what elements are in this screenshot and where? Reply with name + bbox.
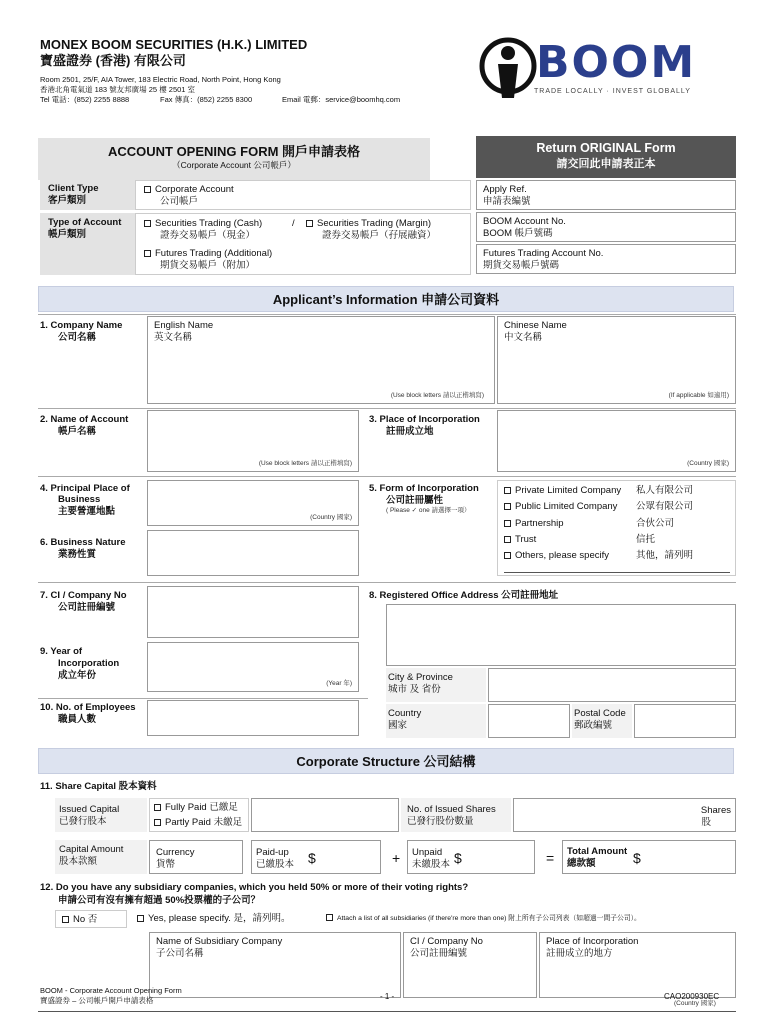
subsidiary-no-checkbox[interactable]: [62, 916, 69, 923]
place-of-incorporation-field[interactable]: [497, 410, 736, 472]
country-label: Country: [388, 708, 422, 719]
subsidiary-name-field[interactable]: [149, 932, 401, 998]
account-no-label: BOOM Account No.: [483, 216, 566, 227]
corporate-account-option[interactable]: Corporate Account: [144, 184, 234, 196]
subsidiary-ci-no-label: CI / Company No: [410, 936, 483, 947]
client-type-options: [135, 180, 471, 210]
subsidiary-place-field[interactable]: [539, 932, 736, 998]
private-limited-checkbox[interactable]: [504, 487, 511, 494]
shares-unit: Shares: [700, 805, 731, 816]
q5-please-tick-note: ( Please ✓ one 請選擇一項）: [386, 507, 471, 514]
corporate-account-option-zh: 公司帳戶: [160, 196, 199, 207]
country-note: (Country 國家): [310, 514, 352, 522]
currency-label-zh: 貨幣: [156, 859, 176, 870]
account-type-label: Type of Account: [48, 217, 122, 228]
total-dollar: $: [633, 850, 641, 866]
q5-form-of-incorporation-label-zh: 公司註冊屬性: [386, 495, 444, 506]
form-title: ACCOUNT OPENING FORM 開戶申請表格: [107, 144, 361, 159]
q12-subsidiary-question-zh: 申請公司有沒有擁有超過 50%投票權的子公司？: [58, 895, 261, 906]
subsidiary-country-note: (Country 國家): [674, 1000, 716, 1007]
return-title-en: Return ORIGINAL Form: [536, 141, 676, 155]
country-field[interactable]: [488, 704, 570, 738]
q9-year-label-zh: 成立年份: [58, 670, 97, 681]
trust-option[interactable]: Trust: [504, 534, 536, 546]
partnership-checkbox[interactable]: [504, 520, 511, 527]
others-option[interactable]: Others, please specify: [504, 550, 609, 562]
public-limited-option-zh: 公眾有限公司: [636, 501, 694, 512]
issued-capital-field[interactable]: [251, 798, 399, 832]
q5-form-of-incorporation-label: 5. Form of Incorporation: [369, 483, 479, 494]
country-note: (Country 國家): [687, 460, 729, 468]
partly-paid-checkbox[interactable]: [154, 819, 161, 826]
return-title-zh: 請交回此申請表正本: [556, 158, 656, 170]
slash-separator: /: [292, 218, 295, 229]
company-fax: Fax 傳真：(852) 2255 8300: [160, 95, 253, 104]
futures-trading-checkbox[interactable]: [144, 250, 151, 257]
apply-ref-label: Apply Ref.: [483, 184, 527, 195]
subsidiary-place-label: Place of Incorporation: [546, 936, 639, 947]
futures-no-label: Futures Trading Account No.: [483, 248, 604, 259]
boom-account-no-field[interactable]: [476, 212, 736, 242]
futures-account-no-field[interactable]: [476, 244, 736, 274]
company-tel: Tel 電話：(852) 2255 8888: [40, 95, 130, 104]
footer-form-name-zh: 寶盛證券 – 公司帳戶開戶申請表格: [40, 996, 154, 1005]
q3-place-of-incorporation-label-zh: 註冊成立地: [386, 426, 434, 437]
logo-tagline: TRADE LOCALLY · INVEST GLOBALLY: [534, 88, 691, 95]
unpaid-field[interactable]: [407, 840, 535, 874]
chinese-name-label: Chinese Name: [504, 320, 567, 331]
city-label-cell: [386, 668, 486, 702]
form-title-box: [38, 138, 430, 180]
shares-unit-zh: 股: [701, 817, 711, 828]
city-label: City & Province: [388, 672, 453, 683]
no-issued-shares-label-zh: 已發行股份數量: [407, 816, 474, 827]
q12-subsidiary-question: 12. Do you have any subsidiary companies, which you held 50% or more of their voting rights?: [40, 882, 469, 893]
no-issued-shares-label-cell: [401, 798, 511, 832]
public-limited-checkbox[interactable]: [504, 503, 511, 510]
footer-divider: [38, 1011, 736, 1012]
fully-paid-checkbox[interactable]: [154, 804, 161, 811]
boom-logo: [478, 36, 736, 102]
partly-paid-option[interactable]: Partly Paid 未繳足: [154, 817, 242, 829]
issued-capital-label: Issued Capital: [59, 804, 120, 815]
postal-code-label: Postal Code: [574, 708, 626, 719]
q7-ci-no-label-zh: 公司註冊編號: [58, 602, 116, 613]
public-limited-option[interactable]: Public Limited Company: [504, 501, 617, 513]
country-label-zh: 國家: [388, 720, 408, 731]
q10-employees-label-zh: 職員人數: [58, 714, 97, 725]
subsidiary-no-option[interactable]: No 否: [62, 914, 97, 926]
subsidiary-name-label: Name of Subsidiary Company: [156, 936, 283, 947]
futures-trading-option[interactable]: Futures Trading (Additional): [144, 248, 272, 260]
capital-amount-label: Capital Amount: [59, 844, 124, 855]
divider: [38, 698, 368, 699]
form-subtitle: （Corporate Account 公司帳戶）: [172, 160, 296, 170]
company-address-zh: 香港北角電氣道 183 號友邦廣場 25 樓 2501 室: [40, 85, 196, 94]
chinese-name-field[interactable]: [497, 316, 736, 404]
page-number: - 1 -: [380, 992, 395, 1001]
attach-list-checkbox[interactable]: [326, 914, 333, 921]
others-specify-line[interactable]: [504, 572, 730, 573]
client-type-label-zh: 客戶類別: [48, 195, 87, 206]
partnership-option[interactable]: Partnership: [504, 518, 564, 530]
equals-sign: =: [546, 850, 555, 866]
account-type-label-zh: 帳戶類別: [48, 229, 87, 240]
total-amount-label-zh: 總款額: [567, 858, 596, 869]
trust-checkbox[interactable]: [504, 536, 511, 543]
securities-margin-option-zh: 證券交易帳戶（孖展融資）: [322, 230, 437, 241]
fully-paid-option[interactable]: Fully Paid 已繳足: [154, 802, 238, 814]
business-nature-field[interactable]: [147, 530, 359, 576]
q10-employees-label: 10. No. of Employees: [40, 702, 136, 713]
others-option-zh: 其他，請列明: [636, 550, 694, 561]
divider: [38, 408, 736, 409]
unpaid-dollar: $: [454, 850, 462, 866]
securities-cash-option-zh: 證券交易帳戶（現金）: [160, 230, 256, 241]
q3-place-of-incorporation-label: 3. Place of Incorporation: [369, 414, 480, 425]
securities-margin-checkbox[interactable]: [306, 220, 313, 227]
account-name-field[interactable]: [147, 410, 359, 472]
year-of-incorporation-field[interactable]: [147, 642, 359, 692]
private-limited-option[interactable]: Private Limited Company: [504, 485, 621, 497]
unpaid-label: Unpaid: [412, 847, 443, 858]
capital-amount-label-cell: [55, 840, 147, 874]
form-of-incorporation-options: [497, 480, 736, 576]
ci-no-field[interactable]: [147, 586, 359, 638]
logo-text: BOOM: [536, 37, 697, 88]
trust-option-zh: 信托: [636, 534, 656, 545]
securities-cash-option[interactable]: Securities Trading (Cash): [144, 218, 262, 230]
issued-capital-label-zh: 已發行股本: [59, 816, 107, 827]
q7-ci-no-label: 7. CI / Company No: [40, 590, 127, 601]
plus-sign: +: [392, 850, 401, 866]
chinese-name-label-zh: 中文名稱: [504, 332, 543, 343]
if-applicable-note: (If applicable 如適用): [668, 392, 729, 400]
company-name-en: MONEX BOOM SECURITIES (H.K.) LIMITED: [40, 37, 308, 52]
q1-company-name-label-zh: 公司名稱: [58, 332, 97, 343]
no-of-employees-field[interactable]: [147, 700, 359, 736]
corporate-structure-header: Corporate Structure 公司結構: [38, 748, 734, 774]
english-name-label: English Name: [154, 320, 214, 331]
principal-place-field[interactable]: [147, 480, 359, 526]
subsidiary-ci-no-field[interactable]: [403, 932, 537, 998]
paid-up-field[interactable]: [251, 840, 381, 874]
no-issued-shares-field[interactable]: [513, 798, 736, 832]
applicant-info-header: Applicant’s Information 申請公司資料: [38, 286, 734, 312]
q4-principal-place-label-zh: 主要營運地點: [58, 506, 116, 517]
city-label-zh: 城市 及 省份: [388, 684, 441, 695]
subsidiary-yes-option[interactable]: Yes, please specify. 是，請列明。: [137, 913, 291, 925]
futures-no-label-zh: 期貨交易帳戶號碼: [483, 260, 560, 271]
client-type-label-cell: [40, 180, 135, 210]
divider: [38, 314, 736, 315]
capital-amount-label-zh: 股本款額: [59, 856, 98, 867]
divider: [38, 476, 736, 477]
year-note: (Year 年): [326, 680, 352, 688]
q2-account-name-label: 2. Name of Account: [40, 414, 129, 425]
securities-cash-checkbox[interactable]: [144, 220, 151, 227]
currency-label: Currency: [156, 847, 195, 858]
account-type-label-cell: [40, 213, 135, 275]
block-letters-note: (Use block letters 請以正楷填寫): [258, 460, 352, 468]
q9-year-label-b: Incorporation: [58, 658, 120, 669]
corporate-account-checkbox[interactable]: [144, 186, 151, 193]
account-type-options: [135, 213, 471, 275]
english-name-label-zh: 英文名稱: [154, 332, 193, 343]
return-original-banner: [476, 136, 736, 178]
form-code: CAO200930EC: [664, 992, 720, 1001]
no-issued-shares-label: No. of Issued Shares: [407, 804, 496, 815]
no-option-cell: [55, 910, 127, 928]
subsidiary-ci-no-label-zh: 公司註冊編號: [410, 948, 468, 959]
company-email: Email 電郵：service@boomhq.com: [282, 95, 401, 104]
q6-business-nature-label-zh: 業務性質: [58, 549, 97, 560]
company-name-zh: 寶盛證券 (香港) 有限公司: [40, 53, 186, 68]
currency-field[interactable]: [149, 840, 243, 874]
q6-business-nature-label: 6. Business Nature: [40, 537, 126, 548]
q4-principal-place-label: 4. Principal Place of: [40, 483, 130, 494]
apply-ref-field[interactable]: [476, 180, 736, 210]
postal-label-cell: [572, 704, 632, 738]
paid-status-options: [149, 798, 249, 832]
apply-ref-label-zh: 申請表編號: [483, 196, 531, 207]
divider: [38, 582, 736, 583]
partnership-option-zh: 合伙公司: [636, 518, 675, 529]
q8-registered-address-label: 8. Registered Office Address 公司註冊地址: [369, 590, 559, 601]
english-name-field[interactable]: [147, 316, 495, 404]
postal-code-field[interactable]: [634, 704, 736, 738]
unpaid-label-zh: 未繳股本: [412, 859, 451, 870]
q1-company-name-label: 1. Company Name: [40, 320, 123, 331]
attach-list-option[interactable]: Attach a list of all subsidiaries (if there're more than one) 附上所有子公司列表（如超過一間子公司）。: [326, 914, 641, 924]
block-letters-note: (Use block letters 請以正楷填寫): [390, 392, 484, 400]
total-amount-field[interactable]: [562, 840, 736, 874]
footer-form-name: BOOM - Corporate Account Opening Form: [40, 986, 182, 995]
subsidiary-name-label-zh: 子公司名稱: [156, 948, 204, 959]
paid-up-dollar: $: [308, 850, 316, 866]
account-no-label-zh: BOOM 帳戶號碼: [483, 228, 553, 239]
q11-share-capital-label: 11. Share Capital 股本資料: [40, 781, 157, 792]
boom-logo-icon: [478, 36, 538, 100]
futures-trading-option-zh: 期貨交易帳戶（附加）: [160, 260, 256, 271]
paid-up-label: Paid-up: [256, 847, 289, 858]
client-type-label: Client Type: [48, 183, 99, 194]
registered-address-field[interactable]: [386, 604, 736, 666]
subsidiary-yes-checkbox[interactable]: [137, 915, 144, 922]
city-province-field[interactable]: [488, 668, 736, 702]
others-checkbox[interactable]: [504, 552, 511, 559]
q4-principal-place-label-b: Business: [58, 494, 101, 505]
company-address-en: Room 2501, 25/F, AIA Tower, 183 Electric Road, North Point, Hong Kong: [40, 75, 281, 84]
private-limited-option-zh: 私人有限公司: [636, 485, 694, 496]
country-label-cell: [386, 704, 486, 738]
issued-capital-label-cell: [55, 798, 147, 832]
subsidiary-place-label-zh: 註冊成立的地方: [546, 948, 613, 959]
securities-margin-option[interactable]: Securities Trading (Margin): [306, 218, 431, 230]
postal-code-label-zh: 郵政編號: [574, 720, 613, 731]
q2-account-name-label-zh: 帳戶名稱: [58, 426, 97, 437]
paid-up-label-zh: 已繳股本: [256, 859, 295, 870]
q9-year-label: 9. Year of: [40, 646, 83, 657]
total-amount-label: Total Amount: [567, 846, 628, 857]
